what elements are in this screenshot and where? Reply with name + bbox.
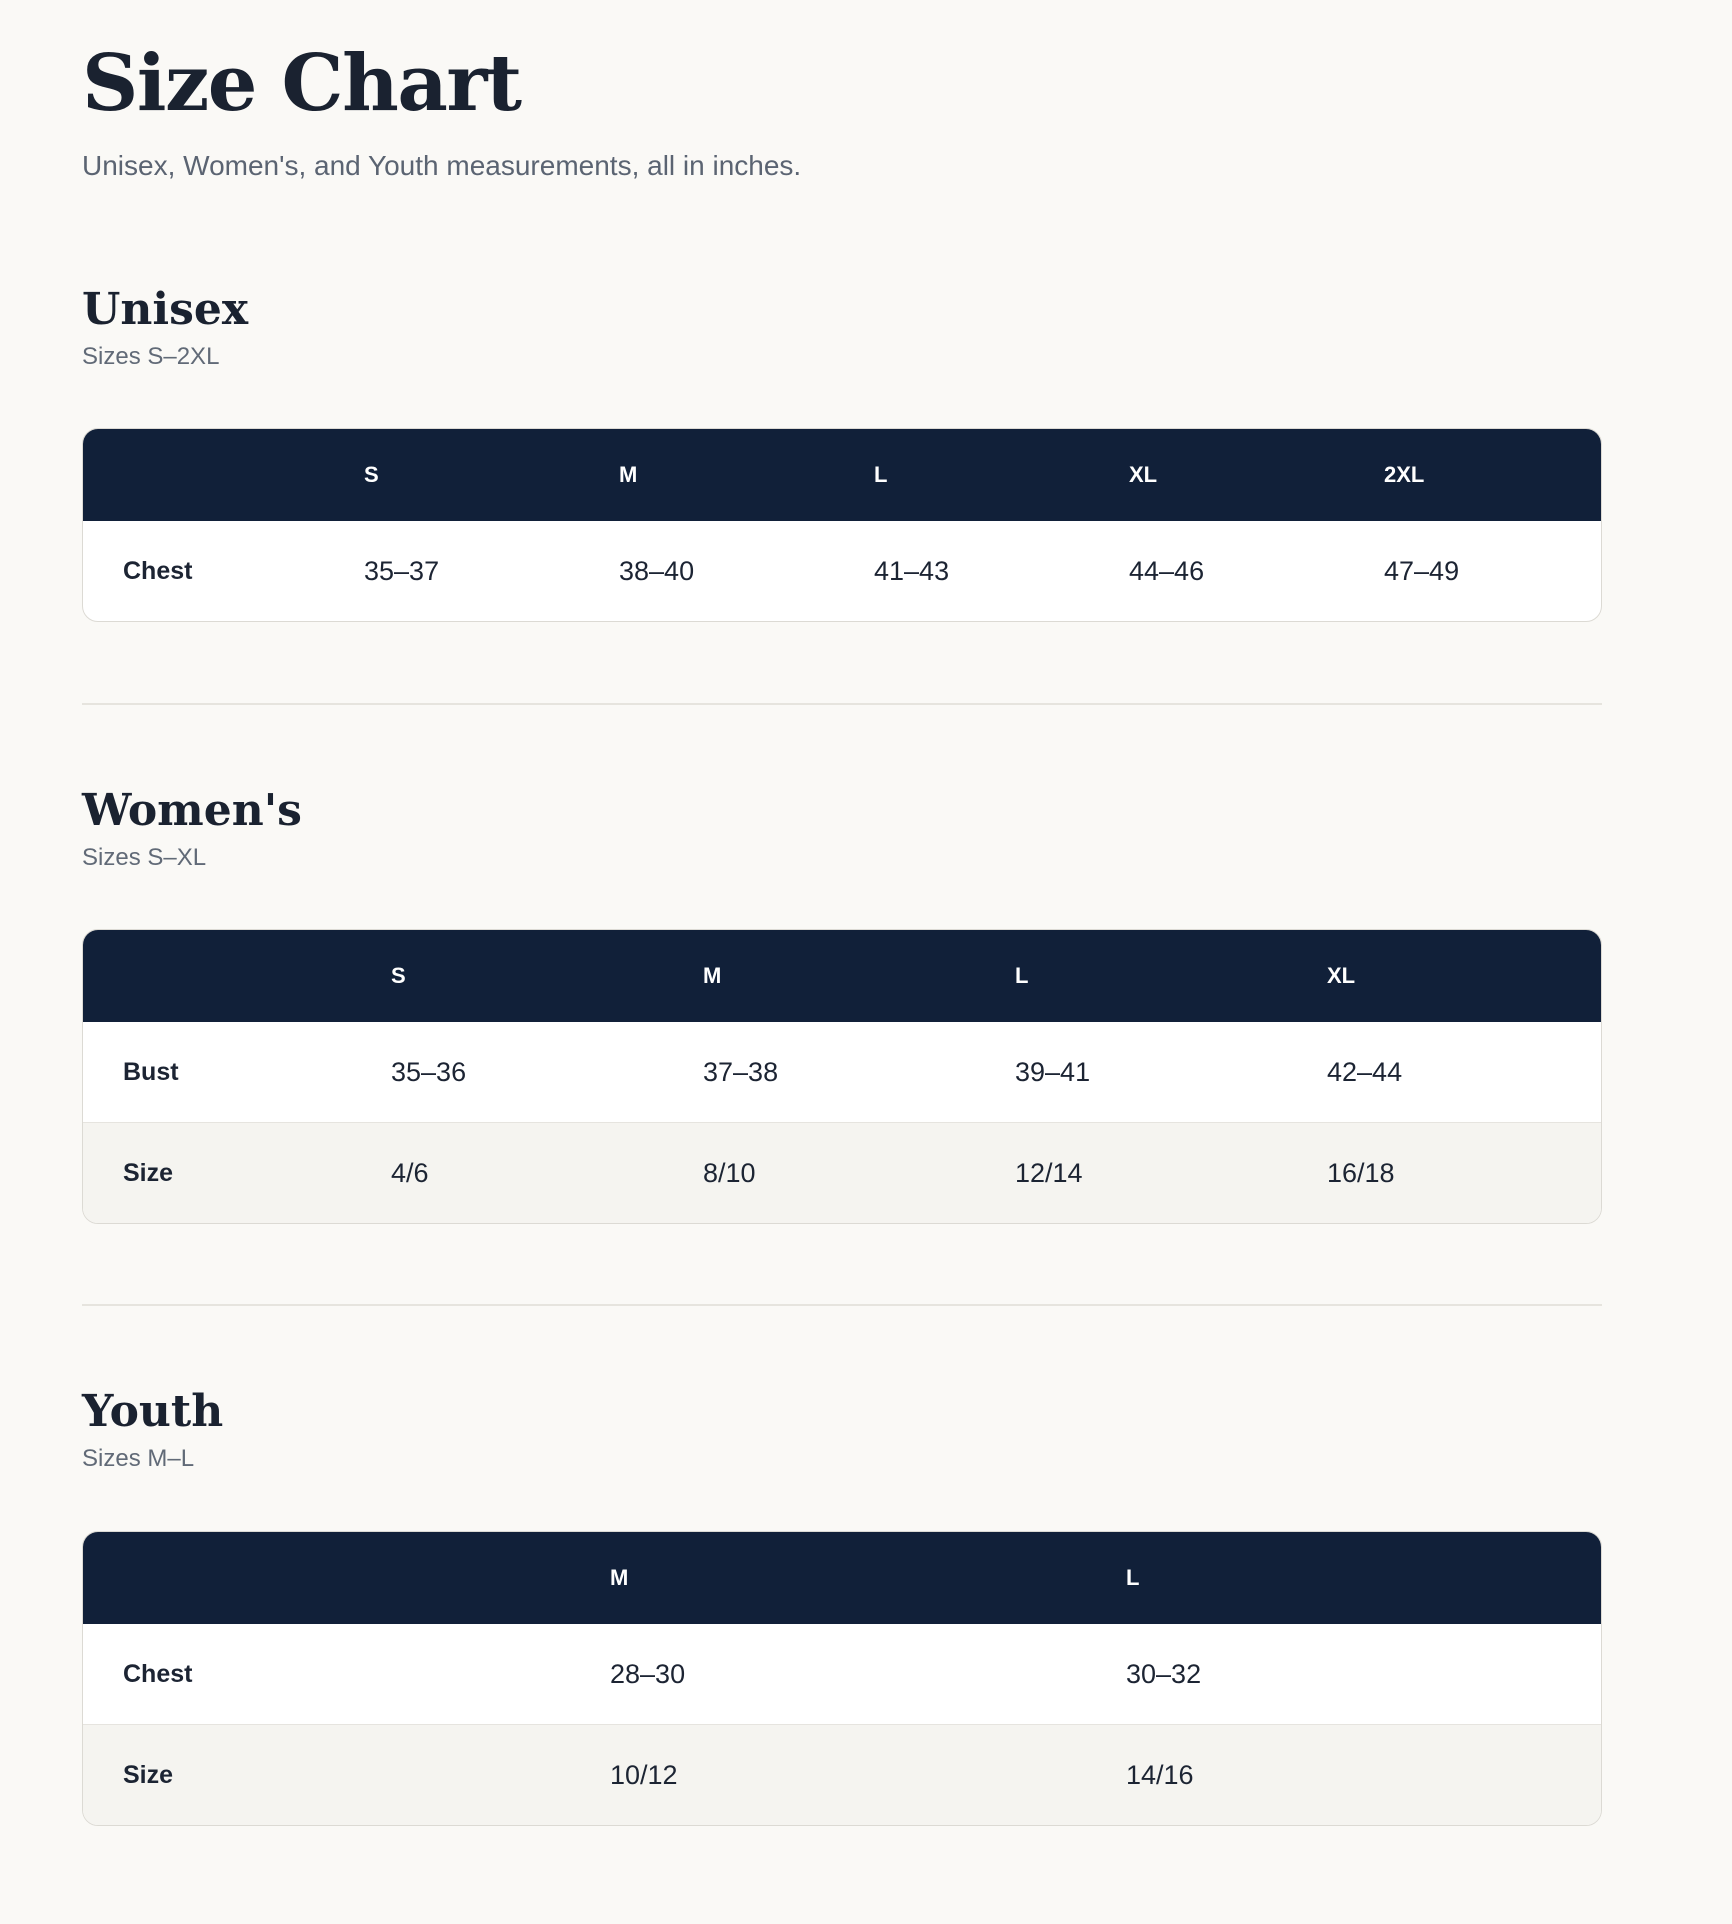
table-cell: 28–30 [610, 1658, 686, 1689]
table-header-row [83, 1532, 1601, 1624]
table-row-size [83, 1123, 1601, 1224]
womens-subtitle: Sizes S–XL [82, 844, 207, 871]
table-cell: 10/12 [610, 1725, 1126, 1826]
column-header-xl: XL [1129, 429, 1384, 521]
column-header-2xl: 2XL [1384, 429, 1601, 521]
table-cell: 8/10 [703, 1123, 1015, 1224]
column-header-l: L [874, 429, 1129, 521]
table-cell: 14/16 [1126, 1725, 1601, 1826]
table-cell: 12/14 [1015, 1123, 1327, 1224]
youth-size-table [82, 1531, 1602, 1826]
table-row-chest [83, 521, 1601, 621]
womens-size-table [82, 929, 1602, 1224]
table-cell: 41–43 [874, 555, 950, 586]
table-cell: 37–38 [703, 1056, 779, 1087]
table-cell: 16/18 [1327, 1123, 1601, 1224]
table-cell: 44–46 [1129, 555, 1205, 586]
column-header-m: M [619, 429, 874, 521]
table-cell: 38–40 [619, 555, 695, 586]
womens-title: Women's [82, 785, 302, 836]
column-header-m: M [703, 930, 1015, 1022]
unisex-subtitle: Sizes S–2XL [82, 343, 220, 370]
youth-subtitle: Sizes M–L [82, 1445, 195, 1472]
section-divider [82, 1304, 1602, 1306]
corner-header-cell [83, 930, 391, 1022]
column-header-s: S [364, 429, 619, 521]
table-row-chest [83, 1624, 1601, 1725]
youth-title: Youth [82, 1386, 224, 1437]
table-header-row [83, 930, 1601, 1022]
column-header-xl: XL [1327, 930, 1601, 1022]
table-cell: 47–49 [1384, 555, 1460, 586]
table-cell: 35–37 [364, 555, 440, 586]
page-subtitle: Unisex, Women's, and Youth measurements, all in inches. [82, 150, 802, 181]
corner-header-cell [83, 429, 364, 521]
row-label: Chest [123, 1659, 193, 1688]
column-header-m: M [610, 1532, 1126, 1624]
row-label: Bust [123, 1057, 179, 1086]
table-row-size [83, 1725, 1601, 1826]
column-header-l: L [1015, 930, 1327, 1022]
corner-header-cell [83, 1532, 610, 1624]
column-header-l: L [1126, 1532, 1601, 1624]
unisex-title: Unisex [82, 284, 249, 335]
table-row-bust [83, 1022, 1601, 1123]
table-header-row [83, 429, 1601, 521]
table-cell: 4/6 [391, 1123, 703, 1224]
table-cell: 35–36 [391, 1056, 467, 1087]
row-label: Size [83, 1725, 610, 1826]
section-divider [82, 703, 1602, 705]
unisex-size-table [82, 428, 1602, 622]
row-label: Chest [123, 556, 193, 585]
page-title: Size Chart [82, 38, 521, 129]
column-header-s: S [391, 930, 703, 1022]
table-cell: 30–32 [1126, 1658, 1202, 1689]
table-cell: 42–44 [1327, 1056, 1403, 1087]
table-cell: 39–41 [1015, 1056, 1091, 1087]
row-label: Size [83, 1123, 391, 1224]
